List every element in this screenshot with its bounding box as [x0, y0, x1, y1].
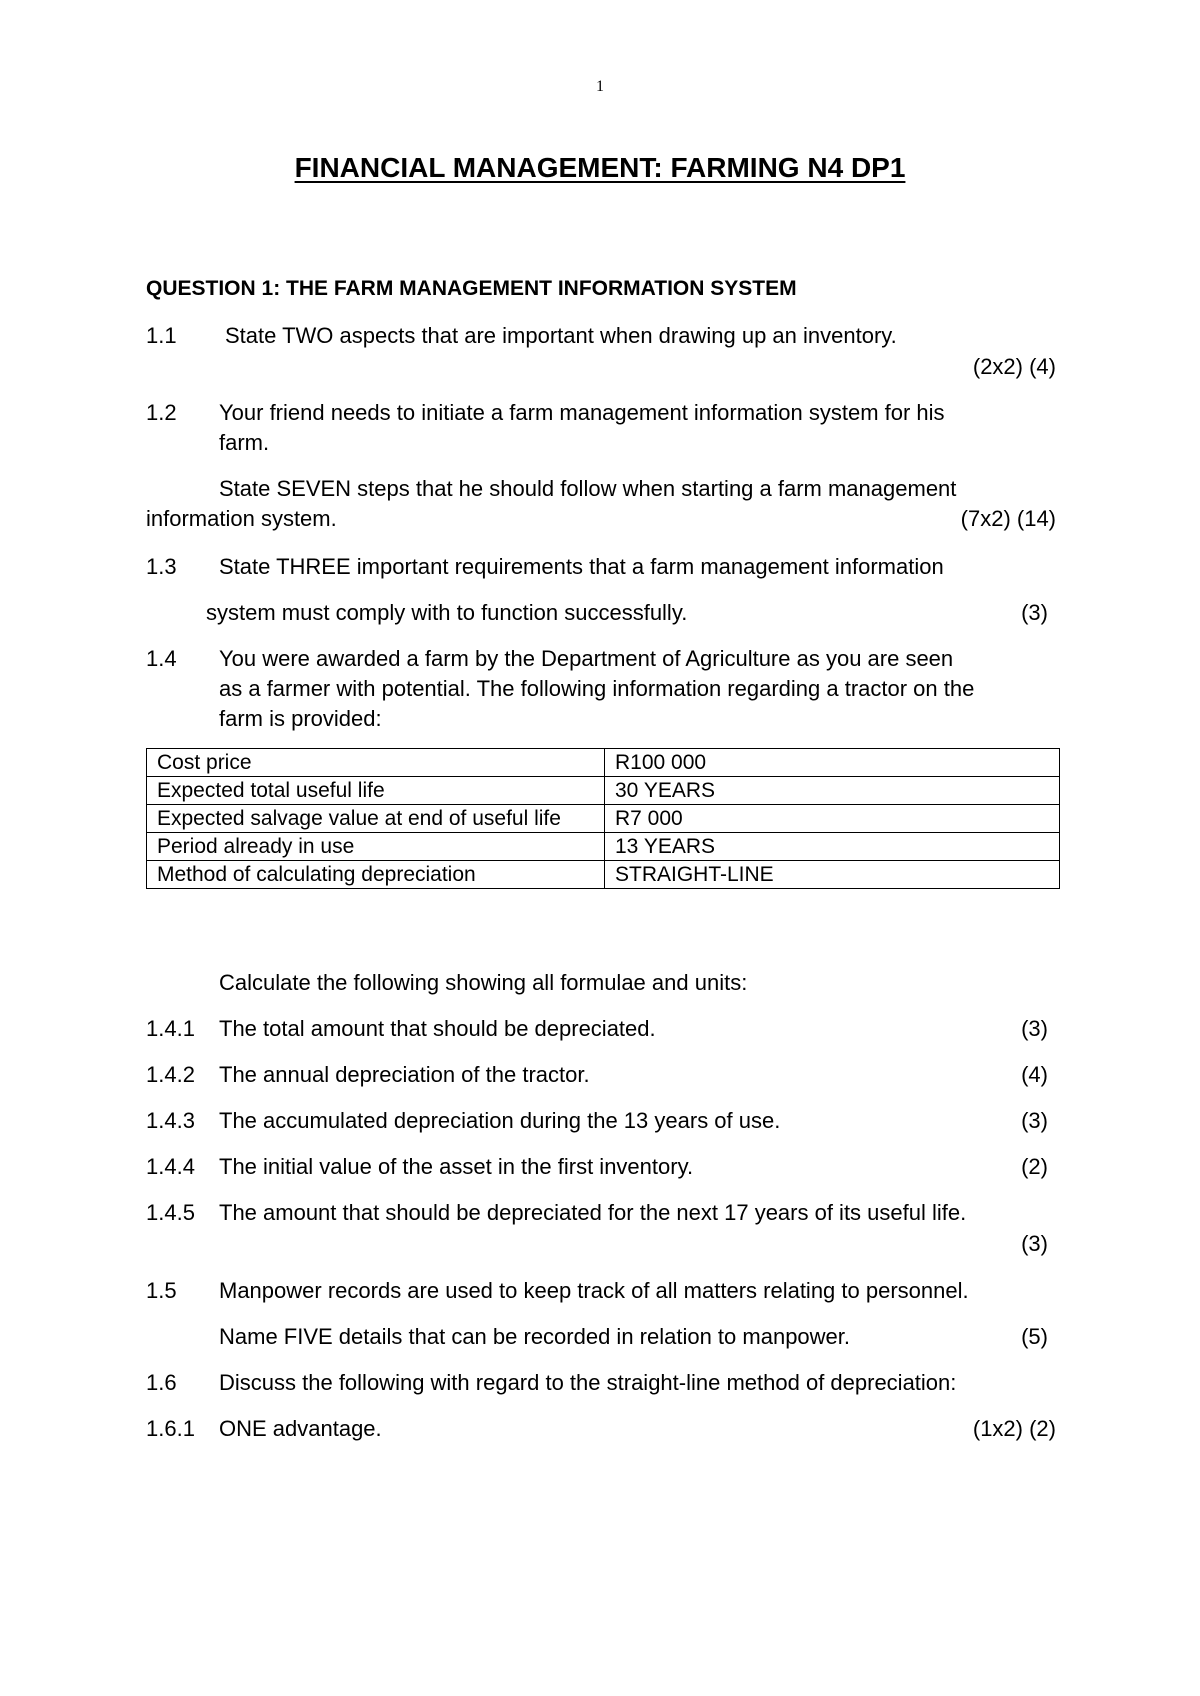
q1-2-marks: (7x2) (14)	[960, 506, 1056, 531]
q1-6-1-marks: (1x2) (2)	[972, 1416, 1056, 1441]
q1-4-3-text: The accumulated depreciation during the 13 years of use.	[219, 1108, 781, 1133]
q1-5-line1: Manpower records are used to keep track of all matters relating to personnel.	[219, 1278, 969, 1303]
q1-4-5-marks: (3)	[1021, 1231, 1048, 1256]
table-cell-label: Period already in use	[147, 833, 605, 861]
q1-4-3-number: 1.4.3	[146, 1108, 195, 1133]
q1-5-number: 1.5	[146, 1278, 177, 1303]
q1-2-line4: information system.	[146, 506, 337, 531]
q1-1-marks: (2x2) (4)	[972, 354, 1056, 379]
table-row	[147, 749, 1060, 777]
q1-1-number: 1.1	[146, 323, 177, 348]
table-cell-label: Expected salvage value at end of useful life	[147, 805, 605, 833]
q1-4-number: 1.4	[146, 646, 177, 671]
q1-2-line3: State SEVEN steps that he should follow when starting a farm management	[219, 476, 957, 501]
q1-2-line1: Your friend needs to initiate a farm management information system for his	[219, 400, 945, 425]
table-cell-label: Method of calculating depreciation	[147, 861, 605, 889]
q1-4-line3: farm is provided:	[219, 706, 382, 731]
table-row	[147, 777, 1060, 805]
table-cell-value: STRAIGHT-LINE	[605, 861, 1060, 889]
q1-4-4-marks: (2)	[1021, 1154, 1048, 1179]
q1-4-5-number: 1.4.5	[146, 1200, 195, 1225]
table-cell-label: Cost price	[147, 749, 605, 777]
q1-3-marks: (3)	[1021, 600, 1048, 625]
table-cell-value: R100 000	[605, 749, 1060, 777]
q1-4-1-marks: (3)	[1021, 1016, 1048, 1041]
table-cell-label: Expected total useful life	[147, 777, 605, 805]
page-number: 1	[596, 78, 604, 95]
table-cell-value: 13 YEARS	[605, 833, 1060, 861]
q1-4-line1: You were awarded a farm by the Department of Agriculture as you are seen	[219, 646, 954, 671]
q1-4-5-text: The amount that should be depreciated for the next 17 years of its useful life.	[219, 1200, 967, 1225]
q1-4-4-text: The initial value of the asset in the first inventory.	[219, 1154, 694, 1179]
question-1-heading: QUESTION 1: THE FARM MANAGEMENT INFORMATION SYSTEM	[146, 277, 797, 300]
q1-5-line2: Name FIVE details that can be recorded in relation to manpower.	[219, 1324, 851, 1349]
table-cell-value: 30 YEARS	[605, 777, 1060, 805]
q1-4-4-number: 1.4.4	[146, 1154, 195, 1179]
q1-1-text: State TWO aspects that are important when drawing up an inventory.	[225, 323, 897, 348]
q1-5-marks: (5)	[1021, 1324, 1048, 1349]
q1-2-line2: farm.	[219, 430, 270, 455]
q1-3-line1: State THREE important requirements that a farm management information	[219, 554, 944, 579]
table-row	[147, 861, 1060, 889]
q1-3-number: 1.3	[146, 554, 177, 579]
q1-6-text: Discuss the following with regard to the straight-line method of depreciation:	[219, 1370, 957, 1395]
q1-4-1-number: 1.4.1	[146, 1016, 195, 1041]
q1-4-2-marks: (4)	[1021, 1062, 1048, 1087]
q1-2-number: 1.2	[146, 400, 177, 425]
page-title: FINANCIAL MANAGEMENT: FARMING N4 DP1	[294, 152, 906, 183]
q1-4-2-number: 1.4.2	[146, 1062, 195, 1087]
q1-4-3-marks: (3)	[1021, 1108, 1048, 1133]
q1-6-1-text: ONE advantage.	[219, 1416, 382, 1441]
table-row	[147, 833, 1060, 861]
calc-intro: Calculate the following showing all formulae and units:	[219, 970, 748, 995]
q1-3-line2: system must comply with to function successfully.	[206, 600, 688, 625]
q1-4-line2: as a farmer with potential. The following information regarding a tractor on the	[219, 676, 975, 701]
q1-6-number: 1.6	[146, 1370, 177, 1395]
table-row	[147, 805, 1060, 833]
table-cell-value: R7 000	[605, 805, 1060, 833]
tractor-info-table	[146, 748, 1060, 889]
q1-4-1-text: The total amount that should be depreciated.	[219, 1016, 656, 1041]
q1-6-1-number: 1.6.1	[146, 1416, 195, 1441]
q1-4-2-text: The annual depreciation of the tractor.	[219, 1062, 590, 1087]
